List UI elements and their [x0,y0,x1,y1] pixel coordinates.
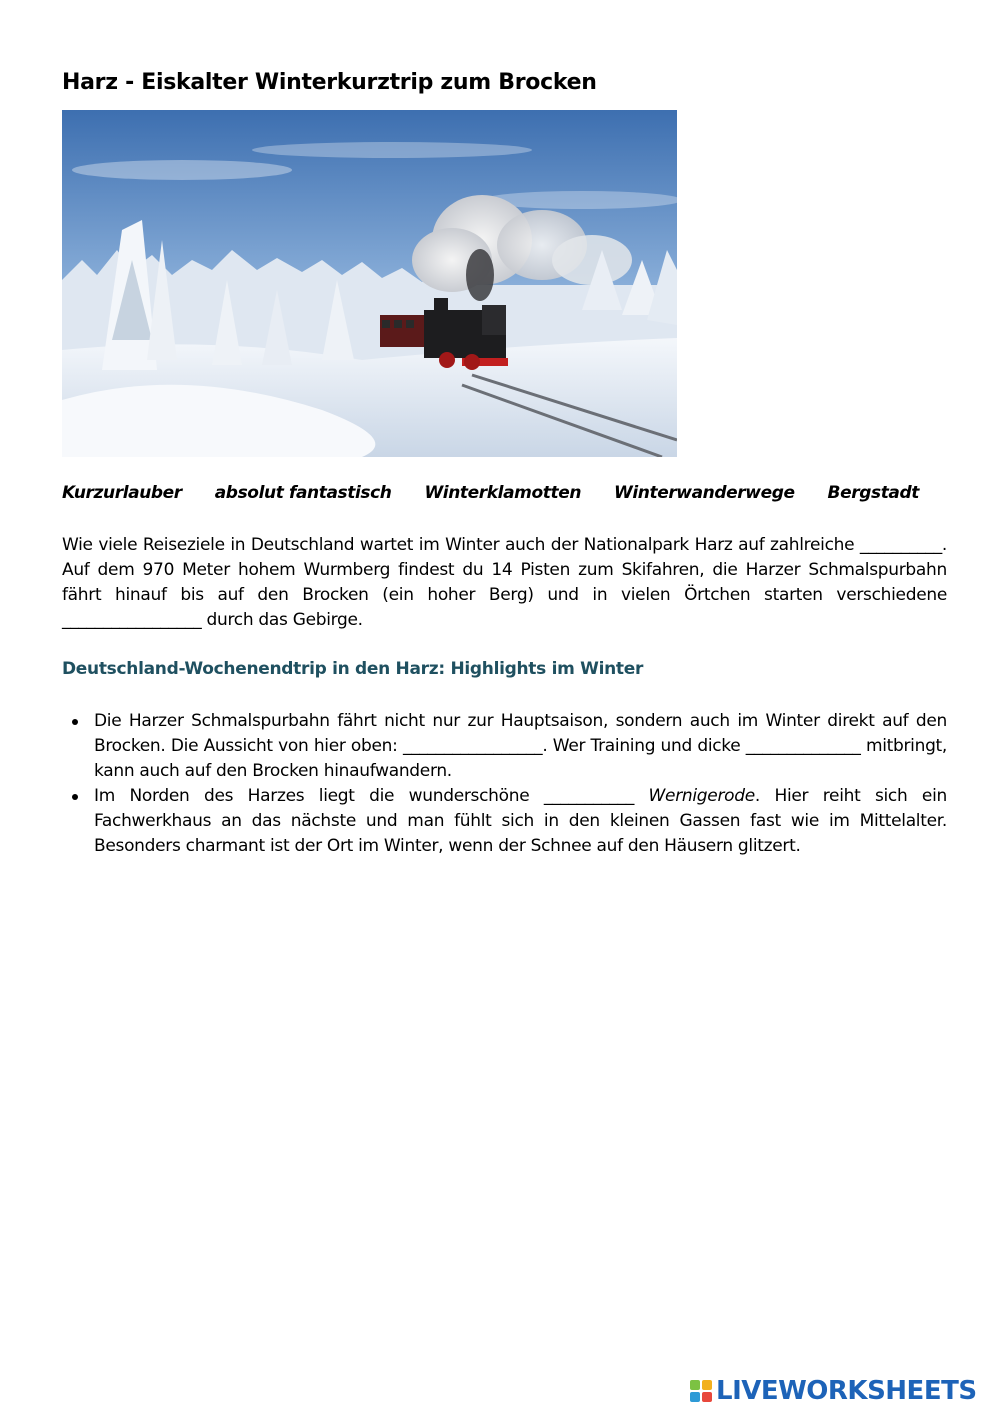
bullet-text: Die Harzer Schmalspurbahn fährt nicht nur zur Hauptsaison, sondern auch im Winter direkt auf den Brocken. Die Aussicht von hier oben: [94,711,947,756]
liveworksheets-logo-icon [690,1380,712,1402]
bullet-text: . Hier reiht sich ein Fachwerkhaus an das nächste und man fühlt sich in den kleinen Gassen fast wie im Mittelalter. Besonders charmant ist der Ort im Winter, wenn der Schnee auf den Häusern glitzert. [94,786,947,856]
place-name: Wernigerode [648,786,755,806]
gap-blank[interactable]: __________ [859,535,942,555]
brand-name: LIVEWORKSHEETS [716,1376,977,1406]
intro-paragraph [62,533,947,633]
word-bank-item: absolut fantastisch [214,483,392,503]
word-bank-item: Kurzurlauber [62,483,182,503]
intro-text: Wie viele Reiseziele in Deutschland wartet im Winter auch der Nationalpark Harz auf zahlreiche [62,535,855,555]
gap-blank[interactable]: ___________ [543,786,635,806]
bullet-text: Im Norden des Harzes liegt die wunderschöne [94,786,530,806]
section-heading: Deutschland-Wochenendtrip in den Harz: Highlights im Winter [62,659,644,679]
intro-text: . Auf dem 970 Meter hohem Wurmberg findest du 14 Pisten zum Skifahren, die Harzer Schmalspurbahn fährt hinauf bis auf den Brocken (ein hoher Berg) und in vielen Örtchen starten verschiedene [62,535,948,605]
list-item [62,784,947,859]
word-bank-item: Winterklamotten [424,483,582,503]
liveworksheets-brand[interactable] [690,1374,977,1408]
word-bank-item: Winterwanderwege [613,483,795,503]
intro-text: durch das Gebirge. [206,610,363,630]
page-title: Harz - Eiskalter Winterkurztrip zum Brocken [62,70,597,95]
bullet-icon [72,719,78,725]
bullet-icon [72,794,78,800]
gap-blank[interactable]: ______________ [745,736,861,756]
bullet-text: . Wer Training und dicke [542,736,741,756]
winter-train-photo [62,110,677,457]
word-bank [62,483,919,503]
gap-blank[interactable]: _________________ [62,610,202,630]
highlights-list [62,709,947,859]
gap-blank[interactable]: _________________ [402,736,543,756]
word-bank-item: Bergstadt [827,483,919,503]
bullet-text: mitbringt, kann auch auf den Brocken hinaufwandern. [94,736,948,781]
list-item [62,709,947,784]
